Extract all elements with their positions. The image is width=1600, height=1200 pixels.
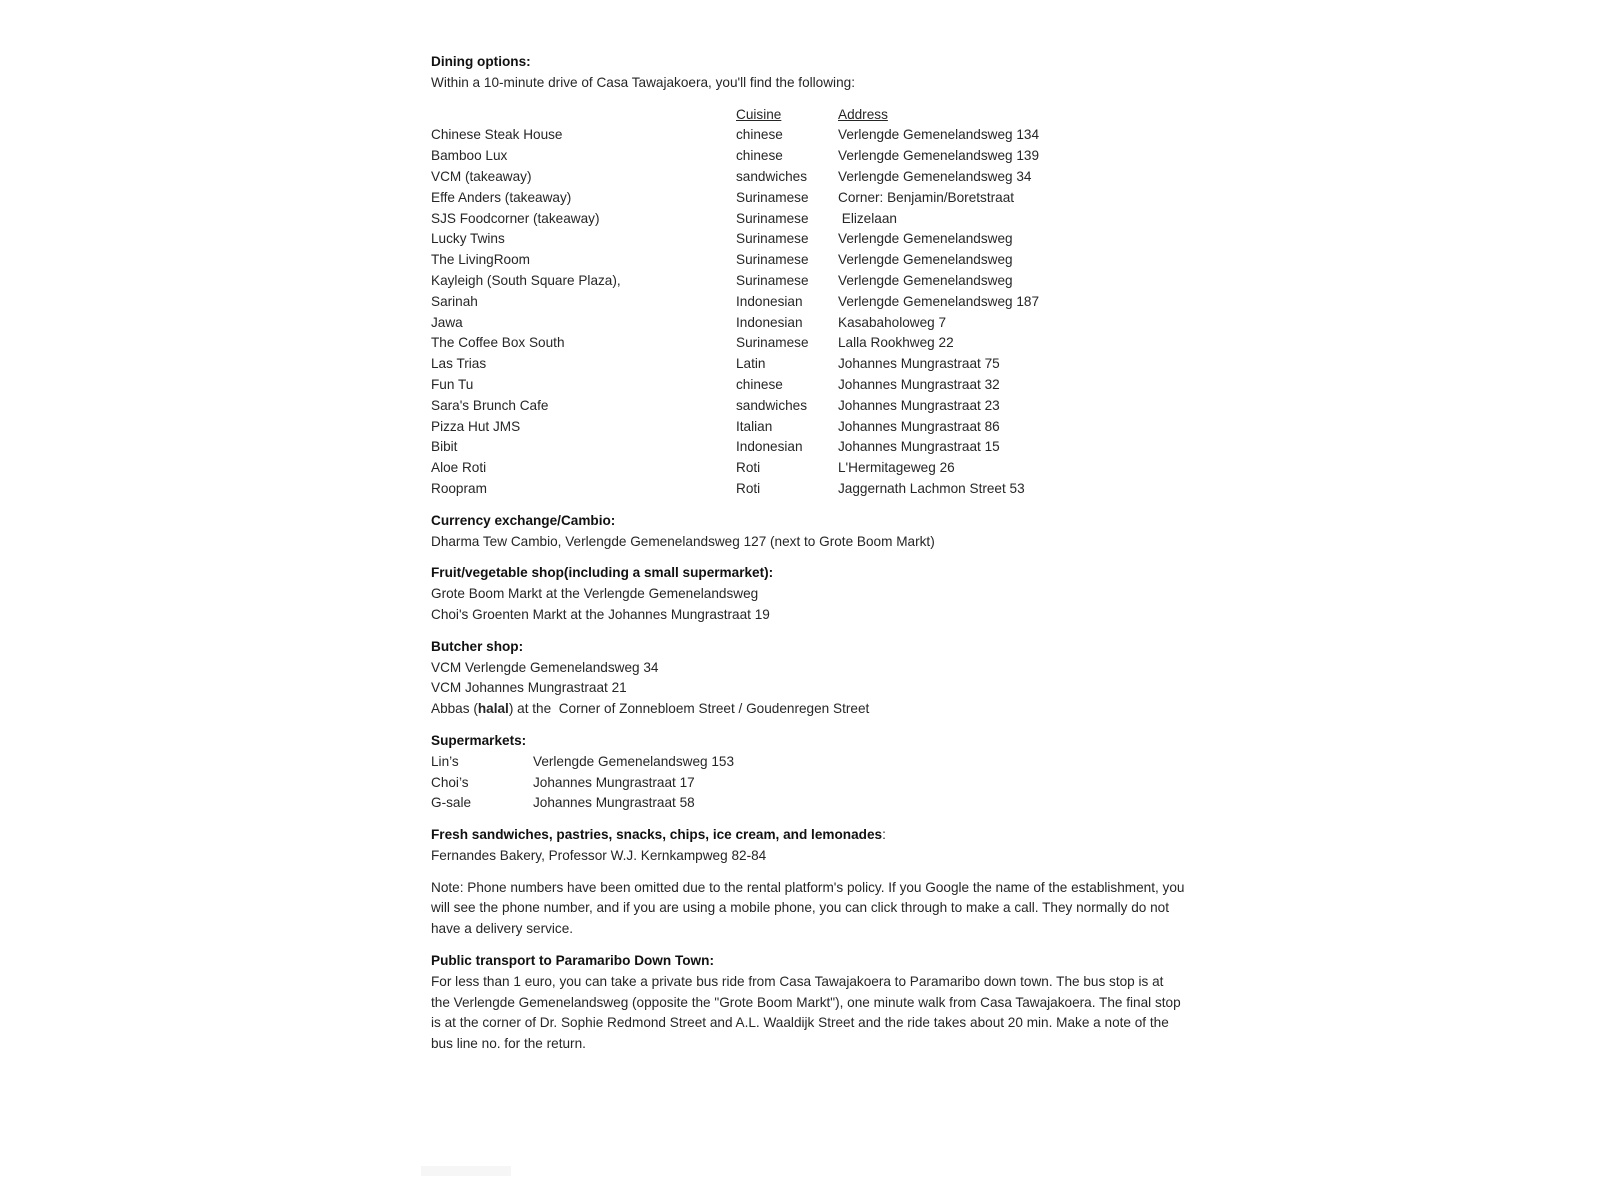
supermarket-address: Johannes Mungrastraat 58 (533, 795, 695, 811)
restaurant-row (431, 125, 1191, 146)
restaurant-address: Johannes Mungrastraat 15 (838, 439, 1000, 455)
butcher-heading: Butcher shop: (431, 638, 524, 654)
supermarkets-heading: Supermarkets: (431, 732, 527, 748)
restaurant-cuisine: sandwiches (736, 397, 808, 413)
butcher-section (431, 637, 1191, 720)
fruit-line: Choi's Groenten Markt at the Johannes Mungrastraat 19 (431, 606, 770, 622)
restaurant-name: Aloe Roti (431, 460, 487, 476)
supermarket-address: Verlengde Gemenelandsweg 153 (533, 753, 735, 769)
restaurant-cuisine: Latin (736, 356, 766, 372)
restaurant-name: Bamboo Lux (431, 148, 508, 164)
bakery-heading: Fresh sandwiches, pastries, snacks, chips, ice cream, and lemonades (431, 827, 883, 843)
restaurant-cuisine: Surinamese (736, 252, 809, 268)
restaurant-address: Johannes Mungrastraat 86 (838, 418, 1000, 434)
fruit-heading: Fruit/vegetable shop(including a small supermarket): (431, 565, 774, 581)
dining-intro: Within a 10-minute drive of Casa Tawajakoera, you'll find the following: (431, 74, 855, 90)
restaurant-row (431, 333, 1191, 354)
restaurant-cuisine: chinese (736, 376, 783, 392)
dining-heading: Dining options: (431, 54, 531, 69)
restaurant-address: Corner: Benjamin/Boretstraat (838, 189, 1015, 205)
supermarket-name: G-sale (431, 795, 472, 811)
currency-heading: Currency exchange/Cambio: (431, 512, 616, 528)
restaurant-name: The LivingRoom (431, 252, 530, 268)
restaurant-cuisine: chinese (736, 127, 783, 143)
butcher-abbas-line (431, 699, 1191, 720)
supermarket-name: Choi’s (431, 774, 469, 790)
restaurant-cuisine: Italian (736, 418, 773, 434)
supermarket-address: Johannes Mungrastraat 17 (533, 774, 695, 790)
page-footer-mark (421, 1166, 511, 1176)
halal-label: halal (477, 701, 509, 717)
phone-note: Note: Phone numbers have been omitted due to the rental platform's policy. If you Google the name of the establishment, you will see the phone number, and if you are using a mobile phone, you can click through to make a call. They normally do not have a delivery service. (431, 879, 1185, 937)
restaurant-address: Elizelaan (838, 210, 897, 226)
restaurant-cuisine: Indonesian (736, 314, 803, 330)
restaurant-row (431, 417, 1191, 438)
restaurant-row (431, 313, 1191, 334)
restaurant-name: Bibit (431, 439, 458, 455)
restaurant-name: Fun Tu (431, 376, 474, 392)
restaurant-name: Kayleigh (South Square Plaza), (431, 272, 621, 288)
restaurant-cuisine: Roti (736, 480, 761, 496)
restaurant-row (431, 146, 1191, 167)
restaurant-row (431, 271, 1191, 292)
transport-heading: Public transport to Paramaribo Down Town: (431, 953, 714, 969)
restaurant-cuisine: chinese (736, 148, 783, 164)
restaurant-row (431, 250, 1191, 271)
supermarket-name: Lin’s (431, 753, 459, 769)
restaurant-address: Verlengde Gemenelandsweg 187 (838, 293, 1040, 309)
restaurant-address: Jaggernath Lachmon Street 53 (838, 480, 1025, 496)
butcher-line: VCM Johannes Mungrastraat 21 (431, 680, 627, 696)
bakery-section (431, 825, 1191, 867)
supermarket-row (431, 773, 1191, 794)
supermarket-row (431, 793, 1191, 814)
address-column-header: Address (838, 106, 888, 122)
restaurant-row (431, 458, 1191, 479)
restaurant-cuisine: Surinamese (736, 335, 809, 351)
restaurant-name: Jawa (431, 314, 463, 330)
restaurant-row (431, 375, 1191, 396)
restaurant-cuisine: sandwiches (736, 168, 808, 184)
supermarkets-section (431, 731, 1191, 814)
document-page (431, 52, 1191, 1055)
restaurant-cuisine: Roti (736, 460, 761, 476)
restaurant-name: Sarinah (431, 293, 478, 309)
fruit-line: Grote Boom Markt at the Verlengde Gemenelandsweg (431, 586, 759, 602)
dining-table (431, 105, 1191, 500)
abbas-suffix: ) at the Corner of Zonnebloem Street / Goudenregen Street (508, 701, 870, 717)
restaurant-address: Verlengde Gemenelandsweg 34 (838, 168, 1032, 184)
fruit-section (431, 563, 1191, 625)
restaurant-row (431, 188, 1191, 209)
restaurant-address: Johannes Mungrastraat 32 (838, 376, 1000, 392)
butcher-line: VCM Verlengde Gemenelandsweg 34 (431, 659, 659, 675)
restaurant-cuisine: Indonesian (736, 439, 803, 455)
bakery-text: Fernandes Bakery, Professor W.J. Kernkampweg 82-84 (431, 847, 767, 863)
transport-section (431, 951, 1191, 1055)
restaurant-cuisine: Surinamese (736, 231, 809, 247)
restaurant-name: Lucky Twins (431, 231, 505, 247)
restaurant-cuisine: Surinamese (736, 272, 809, 288)
cuisine-column-header: Cuisine (736, 106, 782, 122)
currency-section (431, 511, 1191, 553)
restaurant-address: Lalla Rookhweg 22 (838, 335, 954, 351)
supermarket-row (431, 752, 1191, 773)
restaurant-row (431, 479, 1191, 500)
restaurant-name: Las Trias (431, 356, 487, 372)
abbas-prefix: Abbas ( (431, 701, 478, 717)
restaurant-address: Kasabaholoweg 7 (838, 314, 947, 330)
transport-text: For less than 1 euro, you can take a private bus ride from Casa Tawajakoera to Paramaribo down town. The bus stop is at the Verlengde Gemenelandsweg (opposite the "Grote Boom Markt"), one minute walk from Casa Tawajakoera. The final stop is at the corner of Dr. Sophie Redmond Street and A.L. Waaldijk Street and the ride takes about 20 min. Make a note of the bus line no. for the return. (431, 973, 1181, 1052)
restaurant-name: VCM (takeaway) (431, 168, 532, 184)
restaurant-cuisine: Indonesian (736, 293, 803, 309)
currency-text: Dharma Tew Cambio, Verlengde Gemenelandsweg 127 (next to Grote Boom Markt) (431, 533, 935, 549)
restaurant-name: Pizza Hut JMS (431, 418, 521, 434)
restaurant-address: Verlengde Gemenelandsweg (838, 231, 1013, 247)
restaurant-address: L'Hermitageweg 26 (838, 460, 955, 476)
restaurant-name: SJS Foodcorner (takeaway) (431, 210, 600, 226)
restaurant-name: Sara's Brunch Cafe (431, 397, 549, 413)
restaurant-name: Chinese Steak House (431, 127, 563, 143)
restaurant-row (431, 229, 1191, 250)
restaurant-address: Verlengde Gemenelandsweg (838, 252, 1013, 268)
restaurant-row (431, 396, 1191, 417)
restaurant-address: Verlengde Gemenelandsweg 139 (838, 148, 1040, 164)
restaurant-row (431, 292, 1191, 313)
bakery-heading-colon: : (882, 827, 886, 843)
restaurant-address: Johannes Mungrastraat 23 (838, 397, 1000, 413)
restaurant-name: Effe Anders (takeaway) (431, 189, 572, 205)
restaurant-address: Verlengde Gemenelandsweg 134 (838, 127, 1040, 143)
restaurant-row (431, 437, 1191, 458)
restaurant-row (431, 354, 1191, 375)
restaurant-name: The Coffee Box South (431, 335, 565, 351)
restaurant-row (431, 209, 1191, 230)
restaurant-cuisine: Surinamese (736, 189, 809, 205)
dining-table-header (431, 105, 1191, 126)
restaurant-row (431, 167, 1191, 188)
restaurant-name: Roopram (431, 480, 487, 496)
restaurant-address: Johannes Mungrastraat 75 (838, 356, 1000, 372)
restaurant-cuisine: Surinamese (736, 210, 809, 226)
bakery-heading-line (431, 825, 1191, 846)
restaurant-address: Verlengde Gemenelandsweg (838, 272, 1013, 288)
